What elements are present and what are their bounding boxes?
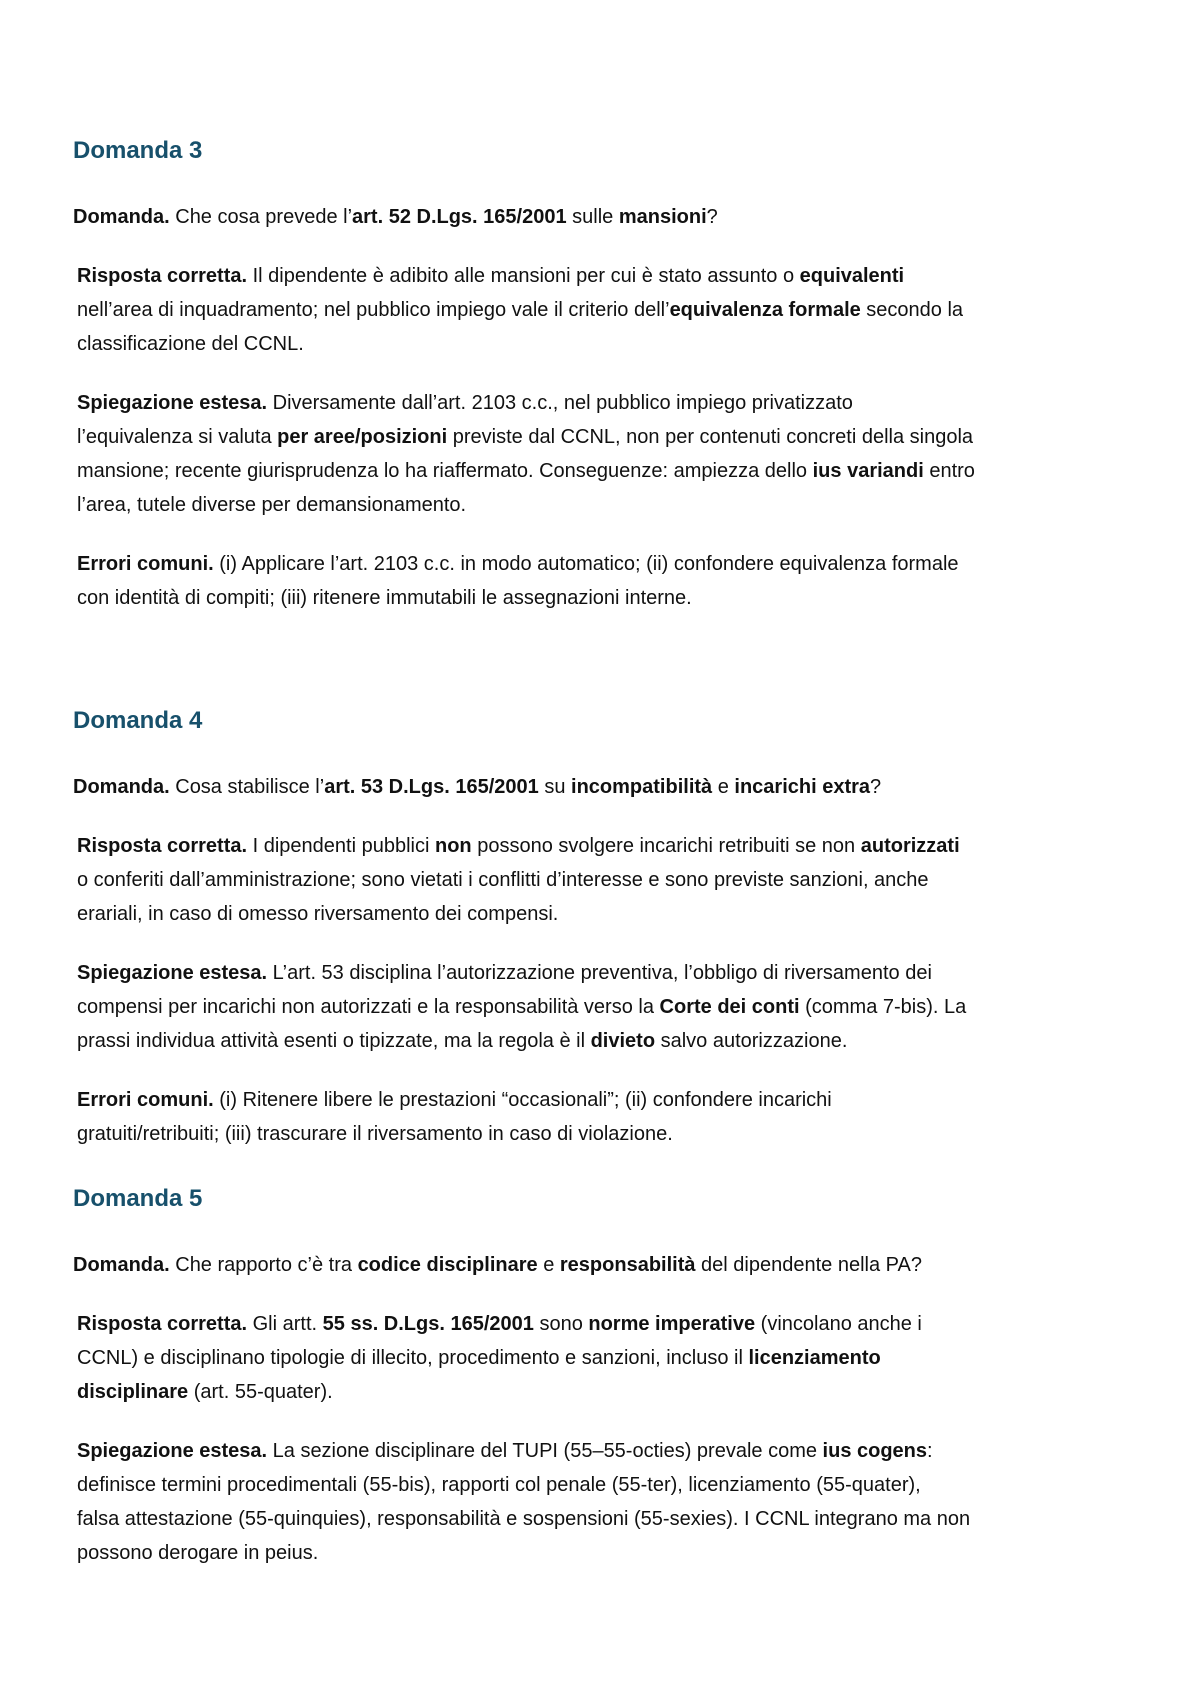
text: : definisce termini procedimentali (55-bis), rapporti col penale (55-ter), licenziamento (55-quater), falsa attestazione (55-quinquies), responsabilità e sospensioni (55-sexies). I CCNL integrano ma non possono derogare in peius.	[77, 1440, 971, 1564]
text: entro l’area, tutele diverse per demansionamento.	[77, 460, 975, 516]
section-heading: Domanda 5	[73, 1185, 203, 1212]
text: o conferiti dall’amministrazione; sono vietati i conflitti d’interesse e sono previste sanzioni, anche erariali, in caso di omesso riversamento dei compensi.	[77, 869, 929, 925]
correct-answer-paragraph	[73, 259, 975, 361]
extended-explanation-paragraph	[73, 386, 975, 522]
bold-text: Domanda.	[73, 206, 170, 228]
text: del dipendente nella PA?	[695, 1254, 922, 1276]
text: (art. 55-quater).	[188, 1381, 333, 1403]
bold-text: ius cogens	[822, 1440, 928, 1462]
section-heading: Domanda 3	[73, 137, 203, 164]
text: (vincolano anche i CCNL) e disciplinano tipologie di illecito, procedimento e sanzioni, incluso il	[77, 1313, 922, 1369]
bold-text: licenziamento disciplinare	[77, 1347, 881, 1403]
bold-text: art. 52 D.Lgs. 165/2001	[352, 206, 567, 228]
text: Che cosa prevede l’	[169, 206, 353, 228]
text: e	[712, 776, 735, 798]
text: I dipendenti pubblici	[247, 835, 435, 857]
text: ?	[870, 776, 882, 798]
bold-text: art. 53 D.Lgs. 165/2001	[324, 776, 539, 798]
bold-text: Risposta corretta.	[77, 1313, 248, 1335]
text: sono	[533, 1313, 589, 1335]
section-domanda-3	[73, 136, 975, 640]
bold-text: Domanda.	[73, 1254, 170, 1276]
bold-text: Spiegazione estesa.	[77, 1440, 268, 1462]
section-heading: Domanda 4	[73, 707, 203, 734]
text: Diversamente dall’art. 2103 c.c., nel pubblico impiego privatizzato l’equivalenza si valuta	[77, 392, 853, 448]
text: (i) Ritenere libere le prestazioni “occasionali”; (ii) confondere incarichi gratuiti/retribuiti; (iii) trascurare il riversamento in caso di violazione.	[77, 1089, 832, 1145]
bold-text: 55 ss. D.Lgs. 165/2001	[322, 1313, 534, 1335]
text: sulle	[566, 206, 619, 228]
bold-text: non	[434, 835, 472, 857]
question-paragraph	[73, 1248, 970, 1282]
bold-text: equivalenza formale	[669, 299, 861, 321]
text: La sezione disciplinare del TUPI (55–55-octies) prevale come	[267, 1440, 823, 1462]
text: nell’area di inquadramento; nel pubblico impiego vale il criterio dell’	[77, 299, 670, 321]
extended-explanation-paragraph	[73, 956, 966, 1058]
extended-explanation-paragraph	[73, 1434, 970, 1570]
bold-text: Risposta corretta.	[77, 265, 248, 287]
text: (i) Applicare l’art. 2103 c.c. in modo automatico; (ii) confondere equivalenza formale con identità di compiti; (iii) ritenere immutabili le assegnazioni interne.	[77, 553, 959, 609]
text: (comma 7-bis). La prassi individua attività esenti o tipizzate, ma la regola è il	[77, 996, 967, 1052]
bold-text: incarichi extra	[734, 776, 871, 798]
correct-answer-paragraph	[73, 1307, 970, 1409]
bold-text: incompatibilità	[571, 776, 713, 798]
text: secondo la classificazione del CCNL.	[77, 299, 964, 355]
text: Gli artt.	[247, 1313, 323, 1335]
bold-text: Risposta corretta.	[77, 835, 248, 857]
text: L’art. 53 disciplina l’autorizzazione preventiva, l’obbligo di riversamento dei compensi per incarichi non autorizzati e la responsabilità verso la	[77, 962, 932, 1018]
bold-text: Spiegazione estesa.	[77, 392, 268, 414]
text: Cosa stabilisce l’	[169, 776, 325, 798]
bold-text: divieto	[590, 1030, 656, 1052]
text: Che rapporto c’è tra	[169, 1254, 358, 1276]
text: possono svolgere incarichi retribuiti se non	[471, 835, 861, 857]
text: salvo autorizzazione.	[655, 1030, 848, 1052]
text: previste dal CCNL, non per contenuti concreti della singola mansione; recente giurisprudenza lo ha riaffermato. Conseguenze: ampiezza dello	[77, 426, 974, 482]
bold-text: per aree/posizioni	[277, 426, 448, 448]
bold-text: ius variandi	[812, 460, 924, 482]
bold-text: autorizzati	[860, 835, 960, 857]
question-paragraph	[73, 200, 975, 234]
bold-text: Domanda.	[73, 776, 170, 798]
common-errors-paragraph	[73, 1083, 966, 1151]
text: su	[538, 776, 572, 798]
bold-text: Errori comuni.	[77, 553, 214, 575]
bold-text: mansioni	[618, 206, 707, 228]
common-errors-paragraph	[73, 547, 975, 615]
text: e	[537, 1254, 560, 1276]
bold-text: Errori comuni.	[77, 1089, 214, 1111]
text: Il dipendente è adibito alle mansioni per cui è stato assunto o	[247, 265, 800, 287]
text: ?	[706, 206, 718, 228]
bold-text: Corte dei conti	[659, 996, 800, 1018]
bold-text: equivalenti	[799, 265, 905, 287]
question-paragraph	[73, 770, 966, 804]
bold-text: codice disciplinare	[357, 1254, 538, 1276]
bold-text: Spiegazione estesa.	[77, 962, 268, 984]
correct-answer-paragraph	[73, 829, 966, 931]
bold-text: responsabilità	[559, 1254, 696, 1276]
section-domanda-4	[73, 706, 966, 1176]
section-domanda-5	[73, 1184, 970, 1595]
bold-text: norme imperative	[588, 1313, 756, 1335]
